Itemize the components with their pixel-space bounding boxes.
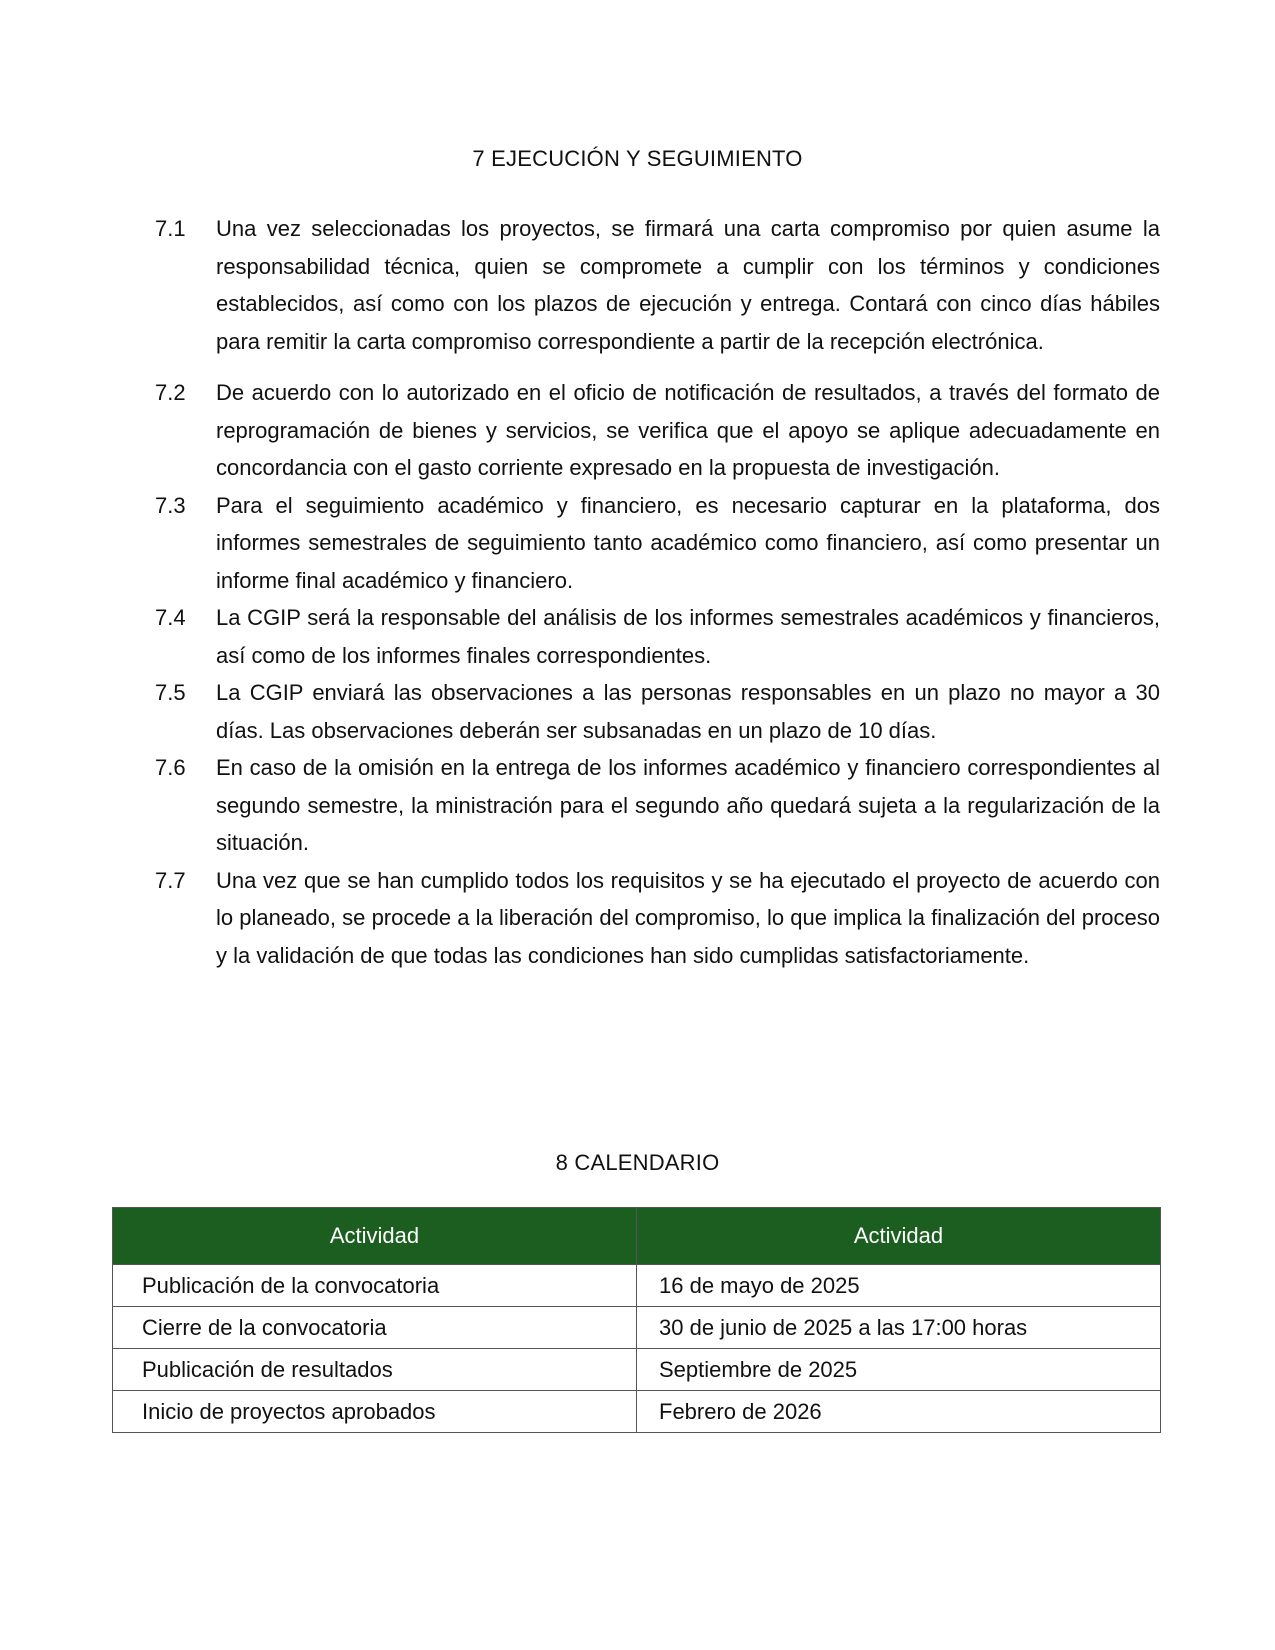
item-text: La CGIP será la responsable del análisis de los informes semestrales académicos y financieros, así como de los informes finales correspondientes. — [216, 605, 1160, 668]
item-number: 7.3 — [155, 492, 186, 518]
section-7-list — [155, 210, 1160, 974]
item-number: 7.1 — [155, 216, 186, 241]
column-header: Actividad — [637, 1208, 1161, 1265]
item-text: La CGIP enviará las observaciones a las personas responsables en un plazo no mayor a 30 días. Las observaciones deberán ser subsanadas en un plazo de 10 días. — [216, 680, 1160, 743]
item-number: 7.6 — [155, 755, 186, 780]
list-item — [155, 862, 1160, 975]
section-8-title: 8 CALENDARIO — [555, 1150, 720, 1175]
item-text: De acuerdo con lo autorizado en el oficio de notificación de resultados, a través del formato de reprogramación de bienes y servicios, se verifica que el apoyo se aplique adecuadamente en concordancia con el gasto corriente expresado en la propuesta de investigación. — [216, 380, 1160, 480]
item-text: Para el seguimiento académico y financiero, es necesario capturar en la plataforma, dos informes semestrales de seguimiento tanto académico como financiero, así como presentar un informe final académico y financiero. — [216, 492, 1160, 593]
table-row — [113, 1307, 1161, 1349]
date-cell: 30 de junio de 2025 a las 17:00 horas — [637, 1307, 1161, 1349]
list-item — [155, 749, 1160, 862]
section-7-title: 7 EJECUCIÓN Y SEGUIMIENTO — [472, 146, 803, 171]
table-row — [113, 1391, 1161, 1433]
activity-cell: Inicio de proyectos aprobados — [113, 1391, 637, 1433]
item-text: En caso de la omisión en la entrega de los informes académico y financiero correspondientes al segundo semestre, la ministración para el segundo año quedará sujeta a la regularización de la situación. — [216, 755, 1160, 855]
item-number: 7.4 — [155, 605, 186, 630]
column-header: Actividad — [113, 1208, 637, 1265]
activity-cell: Cierre de la convocatoria — [113, 1307, 637, 1349]
item-number: 7.2 — [155, 380, 186, 405]
list-item — [155, 487, 1160, 600]
list-item — [155, 674, 1160, 749]
list-item — [155, 210, 1160, 360]
date-cell: 16 de mayo de 2025 — [637, 1265, 1161, 1307]
date-cell: Septiembre de 2025 — [637, 1349, 1161, 1391]
table-header-row — [113, 1208, 1161, 1265]
table-row — [113, 1265, 1161, 1307]
calendar-table — [112, 1207, 1161, 1433]
item-number: 7.7 — [155, 867, 186, 893]
item-number: 7.5 — [155, 680, 186, 705]
item-text: Una vez seleccionadas los proyectos, se firmará una carta compromiso por quien asume la responsabilidad técnica, quien se compromete a cumplir con los términos y condiciones establecidos, así como con los plazos de ejecución y entrega. Contará con cinco días hábiles para remitir la carta compromiso correspondiente a partir de la recepción electrónica. — [216, 216, 1160, 354]
date-cell: Febrero de 2026 — [637, 1391, 1161, 1433]
list-item — [155, 374, 1160, 487]
activity-cell: Publicación de resultados — [113, 1349, 637, 1391]
activity-cell: Publicación de la convocatoria — [113, 1265, 637, 1307]
table-row — [113, 1349, 1161, 1391]
list-item — [155, 599, 1160, 674]
item-text: Una vez que se han cumplido todos los requisitos y se ha ejecutado el proyecto de acuerdo con lo planeado, se procede a la liberación del compromiso, lo que implica la finalización del proceso y la validación de que todas las condiciones han sido cumplidas satisfactoriamente. — [216, 867, 1160, 968]
